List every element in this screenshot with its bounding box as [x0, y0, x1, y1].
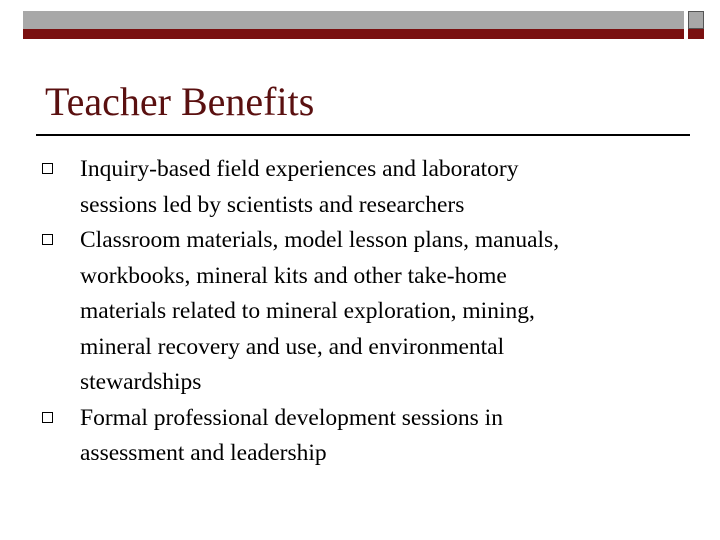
bullet-line: Inquiry-based field experiences and laboratory: [80, 156, 519, 182]
hollow-square-icon: [42, 412, 53, 423]
header-banner-red: [23, 29, 684, 39]
bullet-line: mineral recovery and use, and environmental: [80, 333, 505, 360]
bullet-item: [42, 401, 672, 472]
hollow-square-icon: [42, 234, 53, 245]
bullet-line: materials related to mineral exploration, mining,: [80, 298, 535, 324]
bullet-line: sessions led by scientists and researchers: [80, 191, 465, 218]
header-corner-box-gray: [688, 11, 704, 29]
bullet-line: Classroom materials, model lesson plans, manuals,: [80, 227, 560, 253]
header-corner-box-red: [688, 29, 704, 39]
bullet-line: Formal professional development sessions in: [80, 404, 503, 431]
bullet-line: assessment and leadership: [80, 440, 327, 466]
bullet-line: workbooks, mineral kits and other take-home: [80, 262, 507, 289]
bullet-line: stewardships: [80, 369, 202, 395]
title-underline: [36, 134, 690, 136]
hollow-square-icon: [42, 163, 53, 174]
bullet-item: [42, 223, 672, 401]
bullet-item: [42, 152, 672, 223]
slide-title: Teacher Benefits: [45, 79, 315, 124]
header-banner-gray: [23, 11, 684, 29]
bullet-list: [42, 152, 672, 472]
